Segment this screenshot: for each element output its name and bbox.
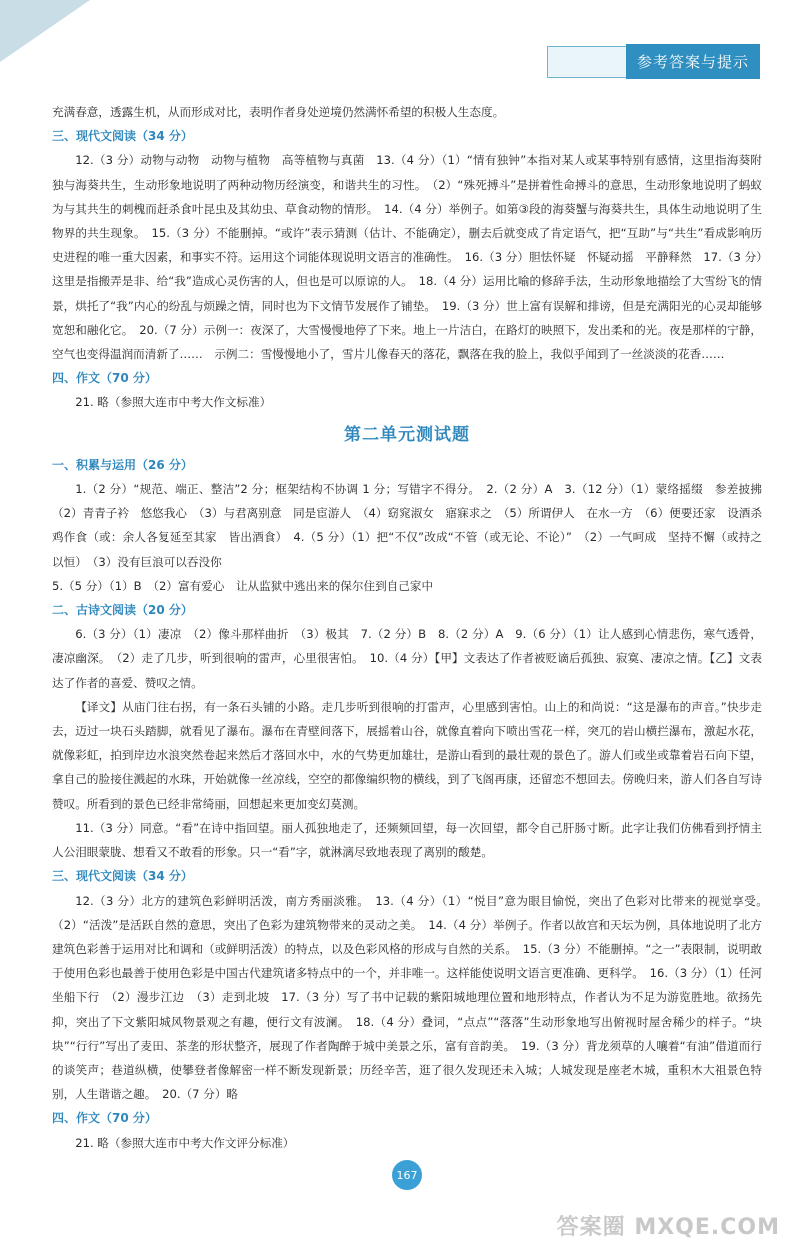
section-heading: 一、积累与运用（26 分）	[52, 457, 193, 472]
answer-paragraph: 12.（3 分）动物与动物 动物与植物 高等植物与真菌 13.（4 分）（1）“情有独钟”本指对某人或某事特别有感情，这里指海葵附独与海葵共生，生动形象地说明了两种动物历经演变，和谐共生的习性。 （2）“殊死搏斗”是拼着性命搏斗的意思，生动形象地说明了蚂蚁为与其共生的刺槐而赶杀食叶昆虫及其幼虫、草食动物的情形。 14.（4 分）举例子。如第③段的海葵蟹与海葵共生，具体生动地说明了生物界的共生现象。 15.（3 分）不能删掉。“或许”表示猜测（估计、不能确定），删去后就变成了肯定语气，把“互助”与“共生”看成影响历史进程的唯一重大因素，和事实不符。运用这个词能体现说明文语言的准确性。 16.（3 分）胆怯怀疑 怀疑动摇 平静释然 17.（3 分）这里是指搬弄是非、给“我”造成心灵伤害的人，但也是可以原谅的人。 18.（4 分）运用比喻的修辞手法，生动形象地描绘了大雪纷飞的情景，烘托了“我”内心的纷乱与烦躁之情，同时也为下文情节发展作了铺垫。 19.（3 分）世上富有误解和排谤，但是充满阳光的心灵却能够宽恕和融化它。 20.（7 分）示例一：夜深了，大雪慢慢地停了下来。地上一片洁白，在路灯的映照下，发出柔和的光。夜是那样的宁静，空气也变得温润而清新了…… 示例二：雪慢慢地小了，雪片儿像春天的落花，飘落在我的脸上，我似乎闻到了一丝淡淡的花香……	[52, 153, 762, 362]
corner-decoration	[0, 0, 90, 62]
answer-paragraph: 5.（5 分）（1）B （2）富有爱心 让从监狱中逃出来的保尔住到自己家中	[52, 578, 434, 593]
section-heading: 三、现代文阅读（34 分）	[52, 129, 193, 144]
answer-paragraph: 21. 略（参照大连市中考大作文标准）	[75, 395, 272, 410]
header-badge-blank	[547, 46, 626, 78]
section-heading: 三、现代文阅读（34 分）	[52, 869, 193, 884]
unit-title: 第二单元测试题	[344, 424, 470, 445]
header-badge-title: 参考答案与提示	[626, 44, 760, 79]
answer-content	[52, 100, 774, 1155]
header-badge	[547, 44, 760, 79]
answer-paragraph: 21. 略（参照大连市中考大作文评分标准）	[75, 1135, 295, 1150]
site-watermark: 答案圈 MXQE.COM	[556, 1215, 780, 1240]
answer-paragraph: 6.（3 分）（1）凄凉 （2）像斗那样曲折 （3）极其 7.（2 分）B 8.（2 分）A 9.（6 分）（1）让人感到心情悲伤，寒气透骨，凄凉幽深。 （2）走了几步，听到很响的雷声，心里很害怕。 10.（4 分）【甲】文表达了作者被贬谪后孤独、寂寞、凄凉之情。【乙】文表达了作者的喜爱、赞叹之情。	[52, 627, 762, 690]
page-number: 167	[392, 1160, 422, 1190]
answer-paragraph: 充满春意，透露生机，从而形成对比，表明作者身处逆境仍然满怀希望的积极人生态度。	[52, 105, 505, 119]
answer-paragraph: 12.（3 分）北方的建筑色彩鲜明活泼，南方秀丽淡雅。 13.（4 分）（1）“悦目”意为眼目愉悦，突出了色彩对比带来的视觉享受。 （2）“活泼”是活跃自然的意思，突出了色彩为建筑物带来的灵动之美。 14.（4 分）举例子。作者以故宫和天坛为例，具体地说明了北方建筑色彩善于运用对比和调和（或鲜明活泼）的特点，以及色彩风格的形成与自然的关系。 15.（3 分）不能删掉。“之一”表限制，说明敢于使用色彩也最善于使用色彩是中国古代建筑诸多特点中的一个，并非唯一。这样能使说明文语言更准确、更科学。 16.（3 分）（1）任河坐船下行 （2）漫步江边 （3）走到北坡 17.（3 分）写了书中记载的紫阳城地理位置和地形特点，作者认为不足为游览胜地。欲扬先抑，突出了下文紫阳城风物景观之有趣，便行文有波澜。 18.（4 分）叠词，“点点”“落落”生动形象地写出俯视时屋舍稀少的样子。“块块”“行行”写出了麦田、茶垄的形状整齐，展现了作者陶醉于城中美景之乐，富有音韵美。 19.（3 分）背龙须草的人嚷着“有油”借道而行的谈笑声；巷道纵横，使攀登者像解密一样不断发现新景；历经辛苦，逛了很久发现还未入城；人城发现是座老木城，重积木大祖景色特别，人生谐谐之趣。 20.（7 分）略	[52, 893, 774, 1102]
section-heading: 二、古诗文阅读（20 分）	[52, 603, 193, 618]
section-heading: 四、作文（70 分）	[52, 371, 157, 386]
answer-paragraph: 1.（2 分）“规范、端正、整洁”2 分；框架结构不协调 1 分；写错字不得分。 2.（2 分）A 3.（12 分）（1）蒙络摇缀 参差披拂 （2）青青子衿 悠悠我心 （3）与君离别意 同是宦游人 （4）窈窕淑女 寤寐求之 （5）所谓伊人 在水一方 （6）便要还家 设酒杀鸡作食（或：余人各复延至其家 皆出酒食） 4.（5 分）（1）把“不仅”改成“不管（或无论、不论）” （2）一气呵成 坚持不懈（或持之以恒） （3）没有巨浪可以吞没你	[52, 482, 774, 569]
answer-paragraph: 11.（3 分）同意。“看”在诗中指回望。丽人孤独地走了，还频频回望，每一次回望，都令自己肝肠寸断。此字让我们仿佛看到抒情主人公泪眼蒙胧、想看又不敢看的形象。只一“看”字，就淋漓尽致地表现了离别的酸楚。	[52, 820, 762, 860]
answer-paragraph: 【译文】从庙门往右拐，有一条石头铺的小路。走几步听到很响的打雷声，心里感到害怕。山上的和尚说：“这是瀑布的声音。”快步走去，迈过一块石头踏脚，就看见了瀑布。瀑布在青壁间落下，展摇着山谷，就像直着向下喷出雪花一样，突兀的岩山横拦瀑布，激起水花，就像彩虹，拍到岸边水浪突然卷起来然后才落回水中，水的气势更加雄壮，是游山看到的最壮观的景色了。游人们或坐或靠着岩石向下望，拿自己的脸接住溅起的水珠，开始就像一丝凉线，空空的都像编织物的横线，到了飞阁再康，还留恋不想回去。傍晚归来，游人们各自写诗赞叹。所看到的景色已经非常绮丽，回想起来更加变幻莫测。	[52, 699, 762, 811]
section-heading: 四、作文（70 分）	[52, 1111, 157, 1126]
